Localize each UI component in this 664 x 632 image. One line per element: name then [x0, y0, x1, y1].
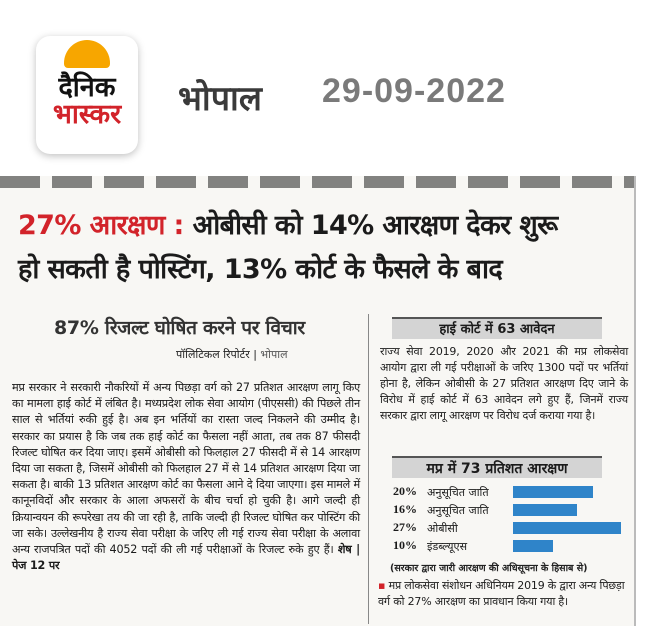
cut-edge	[0, 176, 636, 188]
date-label: 29-09-2022	[322, 72, 506, 110]
bar-category-label: अनुसूचित जाति	[427, 504, 489, 517]
article-body-text: मप्र सरकार ने सरकारी नौकरियों में अन्य पिछड़ा वर्ग को 27 प्रतिशत आरक्षण लागू किए का मामला हाई कोर्ट में लंबित है। मध्यप्रदेश लोक सेवा आयोग (पीएससी) की पिछले तीन साल से भर्तियां रुकी हुई है। अब इन भर्तियों का रास्ता जल्द निकलने की उम्मीद है। सरकार का प्रयास है कि जब तक हाई कोर्ट का फैसला नहीं आता, तब तक 87 फीसदी रिजल्ट घोषित कर दिया जाए। इसमें ओबीसी को फिलहाल 27 फीसदी में से 14 आरक्षण दिया जा सकता है, जिसमें ओबीसी को फिलहाल 27 में से 14 प्रतिशत आरक्षण दिया जा सकता है। बाकी 13 प्रतिशत आरक्षण कोर्ट का फैसला आने दे दिया जाएगा। इस मामले में कानूनविदों और सरकार के आला अफसरों के बीच चर्चा हो चुकी है। आगे जल्दी ही क्रियान्वयन की रूपरेखा तय की जा रही है, ताकि जल्दी ही रिजल्ट घोषित कर पोस्टिंग की जा सके। उल्लेखनीय है राज्य सेवा परीक्षा के जरिए ली गई राज्य सेवा परीक्षा के अलावा अन्य राजपत्रित पदों की 4052 पदों की ली गई परीक्षाओं के रिजल्ट रुके हुए हैं।	[12, 381, 360, 557]
article-body	[12, 380, 360, 574]
headline-highlight: 27% आरक्षण :	[18, 210, 184, 241]
byline-city: भोपाल	[260, 348, 288, 361]
bar-category-label: इंडब्ल्यूएस	[427, 540, 468, 553]
headline	[18, 204, 628, 292]
bar-row	[393, 484, 629, 500]
bar-value-label: 27%	[393, 520, 417, 534]
bar-row	[393, 520, 629, 536]
bottom-note	[378, 578, 630, 610]
bar-value-label: 20%	[393, 484, 417, 498]
sun-icon	[64, 40, 110, 68]
bullet-icon: ▪	[378, 579, 389, 592]
bar	[513, 522, 621, 534]
high-court-box-title: हाई कोर्ट में 63 आवेदन	[392, 317, 602, 339]
bar-row	[393, 502, 629, 518]
bar-category-label: ओबीसी	[427, 522, 458, 535]
high-court-box-text: राज्य सेवा 2019, 2020 और 2021 की मप्र लोकसेवा आयोग द्वारा ली गई परीक्षाओं के जरिए 1300 पदों पर भर्तियां होना है, लेकिन ओबीसी के 27 प्रतिशत आरक्षण दिए जाने के विरोध में हाई कोर्ट में 63 आवेदन लगे हुए हैं, जिनमें राज्य सरकार द्वारा लागू आरक्षण पर विरोध दर्ज कराया गया है।	[380, 345, 628, 422]
bar	[513, 486, 593, 498]
logo-text	[53, 74, 121, 128]
bar-value-label: 10%	[393, 538, 417, 552]
bar-category-label: अनुसूचित जाति	[427, 486, 489, 499]
bar-value-label: 16%	[393, 502, 417, 516]
bottom-note-text: मप्र लोकसेवा संशोधन अधिनियम 2019 के द्वारा अन्य पिछड़ा वर्ग को 27% आरक्षण का प्रावधान किया गया है।	[378, 579, 625, 608]
logo-line-1: दैनिक	[58, 72, 116, 103]
newspaper-clipping	[0, 176, 636, 626]
continued-label: शेष | पेज 12 पर	[12, 543, 360, 573]
byline: पॉलिटिकल रिपोर्टर | भोपाल	[176, 348, 288, 361]
subheadline: 87% रिजल्ट घोषित करने पर विचार	[54, 317, 305, 339]
bar	[513, 540, 553, 552]
city-label: भोपाल	[178, 79, 262, 119]
chart-source-note: (सरकार द्वारा जारी आरक्षण की अधिसूचना के हिसाब से)	[390, 563, 588, 574]
bar-row	[393, 538, 629, 554]
bar	[513, 504, 577, 516]
headline-line-1: ओबीसी को 14% आरक्षण देकर शुरू	[192, 210, 558, 241]
dainik-bhaskar-logo	[36, 36, 138, 154]
logo-line-2: भास्कर	[52, 99, 122, 130]
headline-line-2: हो सकती है पोस्टिंग, 13% कोर्ट के फैसले के बाद	[18, 254, 503, 285]
column-divider	[368, 314, 369, 624]
byline-reporter: पॉलिटिकल रिपोर्टर	[176, 348, 250, 361]
reservation-chart-title: मप्र में 73 प्रतिशत आरक्षण	[392, 456, 602, 478]
